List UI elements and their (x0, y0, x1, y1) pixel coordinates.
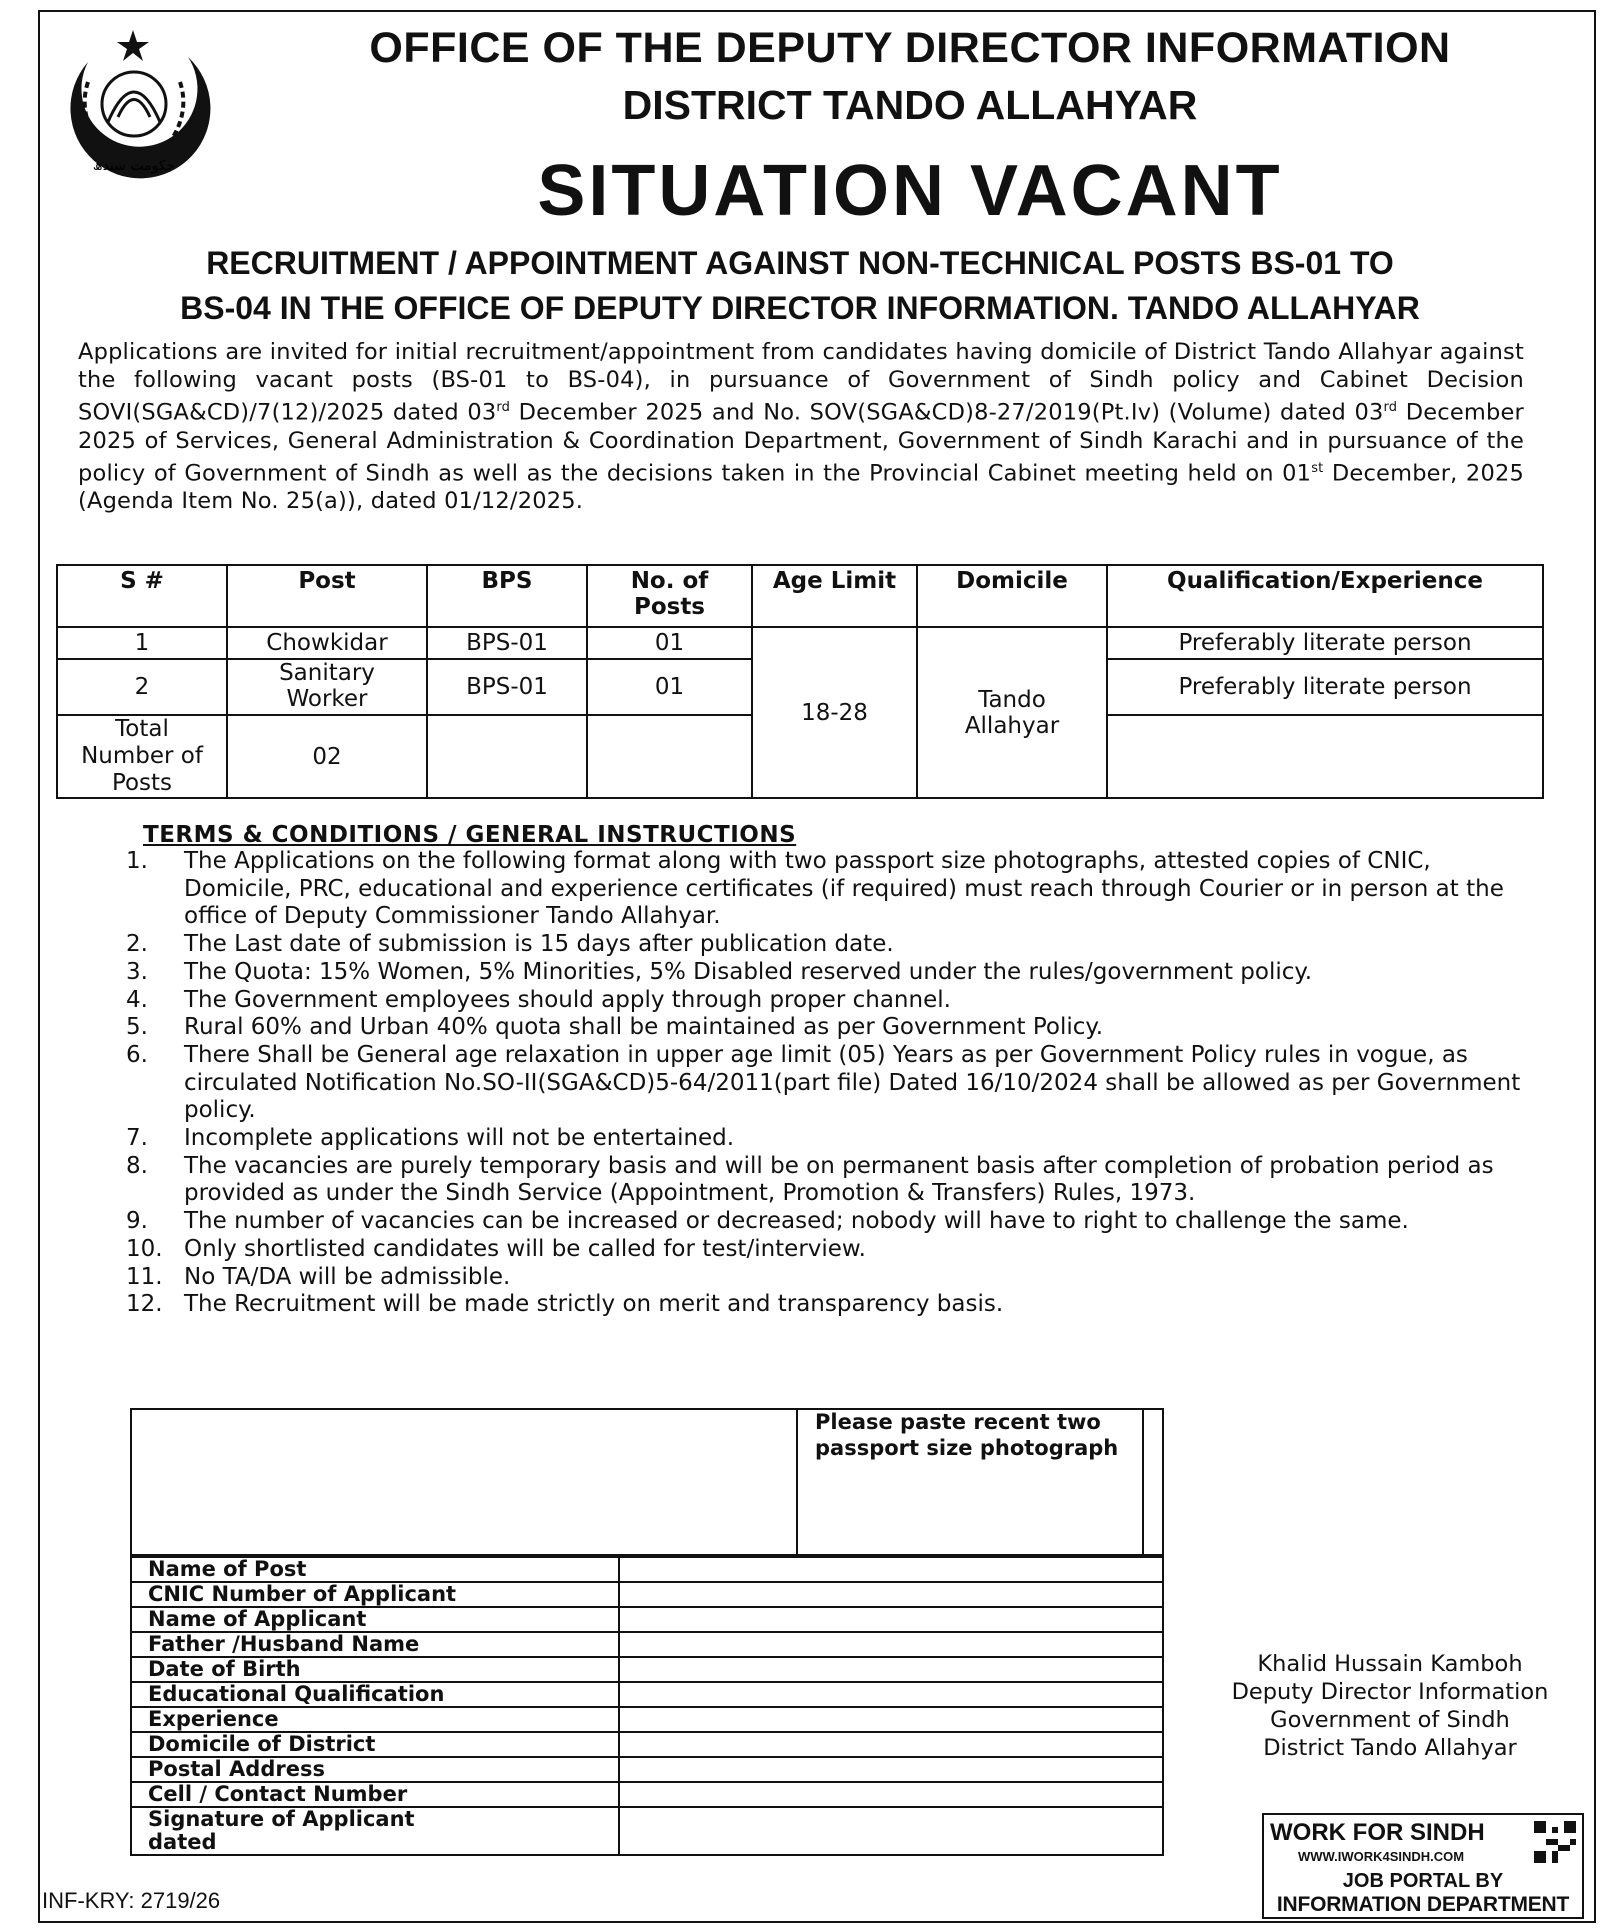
form-row (131, 1607, 1163, 1632)
cell-bps: BPS-01 (427, 659, 587, 715)
table-row (57, 627, 1543, 659)
subtitle-line-1: RECRUITMENT / APPOINTMENT AGAINST NON-TECHNICAL POSTS BS-01 TO (206, 245, 1394, 281)
form-row (131, 1757, 1163, 1782)
form-row (131, 1682, 1163, 1707)
cell-sn: 2 (57, 659, 227, 715)
list-item: 1. The Applications on the following format along with two passport size photographs, attested copies of CNIC, Domicile, PRC, educational and experience certificates (if required) must reach through Courier or in person at the office of Deputy Commissioner Tando Allahyar. (126, 848, 1504, 930)
list-item: 2. The Last date of submission is 15 days after publication date. (126, 931, 894, 958)
sindh-government-emblem-icon (48, 22, 218, 192)
badge-subtitle: JOB PORTAL BY (1342, 1870, 1504, 1892)
form-label: Name of Applicant (131, 1607, 619, 1632)
form-field-contact[interactable] (619, 1782, 1163, 1807)
col-header-age-limit: Age Limit (752, 565, 917, 627)
signatory-name: Khalid Hussain Kamboh (1257, 1651, 1523, 1677)
form-field-education[interactable] (619, 1682, 1163, 1707)
form-label: Father /Husband Name (131, 1632, 619, 1657)
form-label: Postal Address (131, 1757, 619, 1782)
col-header-qualification: Qualification/Experience (1107, 565, 1543, 627)
form-field-applicant-name[interactable] (619, 1607, 1163, 1632)
cell-post: Sanitary Worker (227, 659, 427, 715)
form-row (131, 1632, 1163, 1657)
list-item: 9. The number of vacancies can be increased or decreased; nobody will have to right to challenge the same. (126, 1208, 1409, 1235)
list-item: 5. Rural 60% and Urban 40% quota shall be maintained as per Government Policy. (126, 1014, 1104, 1041)
signatory-district: District Tando Allahyar (1263, 1735, 1517, 1761)
badge-url[interactable]: WWW.IWORK4SINDH.COM (1298, 1849, 1465, 1864)
col-header-no-of-posts: No. of Posts (587, 565, 752, 627)
form-row (131, 1657, 1163, 1682)
form-row (131, 1807, 1163, 1855)
col-header-post: Post (227, 565, 427, 627)
terms-list (126, 848, 1526, 1319)
form-label: Experience (131, 1707, 619, 1732)
form-label: Domicile of District (131, 1732, 619, 1757)
emblem-text: حکومت سندھ (92, 158, 176, 174)
cell-domicile: Tando Allahyar (917, 627, 1107, 798)
district-heading: DISTRICT TANDO ALLAHYAR (622, 82, 1198, 128)
list-item: 11. No TA/DA will be admissible. (126, 1263, 511, 1290)
form-field-experience[interactable] (619, 1707, 1163, 1732)
list-item: 7. Incomplete applications will not be entertained. (126, 1125, 735, 1152)
cell-empty (587, 715, 752, 798)
cell-post: Chowkidar (227, 627, 427, 659)
form-label: Name of Post (131, 1557, 619, 1582)
form-row (131, 1557, 1163, 1582)
cell-empty (1107, 715, 1543, 798)
signatory-designation: Deputy Director Information (1231, 1679, 1549, 1705)
cell-bps: BPS-01 (427, 627, 587, 659)
form-label: Cell / Contact Number (131, 1782, 619, 1807)
list-item: 4. The Government employees should apply through proper channel. (126, 986, 951, 1013)
form-label: Educational Qualification (131, 1682, 619, 1707)
cell-sn: 1 (57, 627, 227, 659)
qr-code-icon (1534, 1821, 1576, 1863)
form-field-dob[interactable] (619, 1657, 1163, 1682)
form-label: CNIC Number of Applicant (131, 1582, 619, 1607)
form-row (131, 1732, 1163, 1757)
form-field-signature[interactable] (619, 1807, 1163, 1855)
cell-total-label: Total Number of Posts (57, 715, 227, 798)
badge-department: INFORMATION DEPARTMENT (1276, 1893, 1570, 1916)
list-item: 10. Only shortlisted candidates will be called for test/interview. (126, 1235, 866, 1262)
form-row (131, 1782, 1163, 1807)
list-item: 3. The Quota: 15% Women, 5% Minorities, 5% Disabled reserved under the rules/government policy. (126, 958, 1313, 985)
signatory-org: Government of Sindh (1270, 1707, 1510, 1733)
terms-heading: TERMS & CONDITIONS / GENERAL INSTRUCTIONS (143, 822, 797, 848)
form-row (131, 1707, 1163, 1732)
form-field-name-of-post[interactable] (619, 1557, 1163, 1582)
application-form-table (130, 1556, 1164, 1856)
list-item: 8. The vacancies are purely temporary basis and will be on permanent basis after completion of probation period as provided as under the Sindh Service (Appointment, Promotion & Transfers) Rules, 1973. (126, 1152, 1494, 1207)
col-header-bps: BPS (427, 565, 587, 627)
table-header-row (57, 565, 1543, 627)
cell-qualification: Preferably literate person (1107, 627, 1543, 659)
col-header-sn: S # (57, 565, 227, 627)
cell-posts: 01 (587, 627, 752, 659)
office-heading: OFFICE OF THE DEPUTY DIRECTOR INFORMATION (369, 24, 1451, 72)
cell-posts: 01 (587, 659, 752, 715)
signatory-block (1200, 1650, 1580, 1762)
form-field-address[interactable] (619, 1757, 1163, 1782)
form-label-signature: Signature of Applicant dated (131, 1807, 619, 1855)
page-title: SITUATION VACANT (537, 151, 1283, 231)
subtitle-line-2: BS-04 IN THE OFFICE OF DEPUTY DIRECTOR INFORMATION. TANDO ALLAHYAR (180, 290, 1420, 326)
vacant-posts-table (56, 564, 1544, 799)
cell-age-limit: 18-28 (752, 627, 917, 798)
iwork-sindh-badge (1262, 1813, 1584, 1919)
list-item: 6. There Shall be General age relaxation in upper age limit (05) Years as per Government Policy rules in vogue, as circulated Notification No.SO-II(SGA&CD)5-64/2011(part file) Dated 16/10/2024 shall be allowed as per Government policy. (126, 1041, 1521, 1124)
form-field-father-name[interactable] (619, 1632, 1163, 1657)
photo-instruction: Please paste recent two passport size photograph (815, 1410, 1119, 1460)
col-header-domicile: Domicile (917, 565, 1107, 627)
form-field-cnic[interactable] (619, 1582, 1163, 1607)
cell-empty (427, 715, 587, 798)
form-label: Date of Birth (131, 1657, 619, 1682)
badge-title: WORK FOR SINDH (1270, 1819, 1485, 1846)
form-row (131, 1582, 1163, 1607)
form-field-domicile[interactable] (619, 1732, 1163, 1757)
reference-number: INF-KRY: 2719/26 (42, 1888, 221, 1913)
intro-paragraph: Applications are invited for initial recruitment/appointment from candidates having domicile of District Tando Allahyar against the following vacant posts (BS-01 to BS-04), in pursuance of Government of Sindh policy and Cabinet Decision SOVI(SGA&CD)/7(12)/2025 dated 03rd December 2025 and No. SOV(SGA&CD)8-27/2019(Pt.Iv) (Volume) dated 03rd December 2025 of Services, General Administration & Coordination Department, Government of Sindh Karachi and in pursuance of the policy of Government of Sindh as well as the decisions taken in the Provincial Cabinet meeting held on 01st December, 2025 (Agenda Item No. 25(a)), dated 01/12/2025. (78, 339, 1524, 514)
cell-total-value: 02 (227, 715, 427, 798)
list-item: 12. The Recruitment will be made strictly on merit and transparency basis. (126, 1291, 1004, 1318)
cell-qualification: Preferably literate person (1107, 659, 1543, 715)
